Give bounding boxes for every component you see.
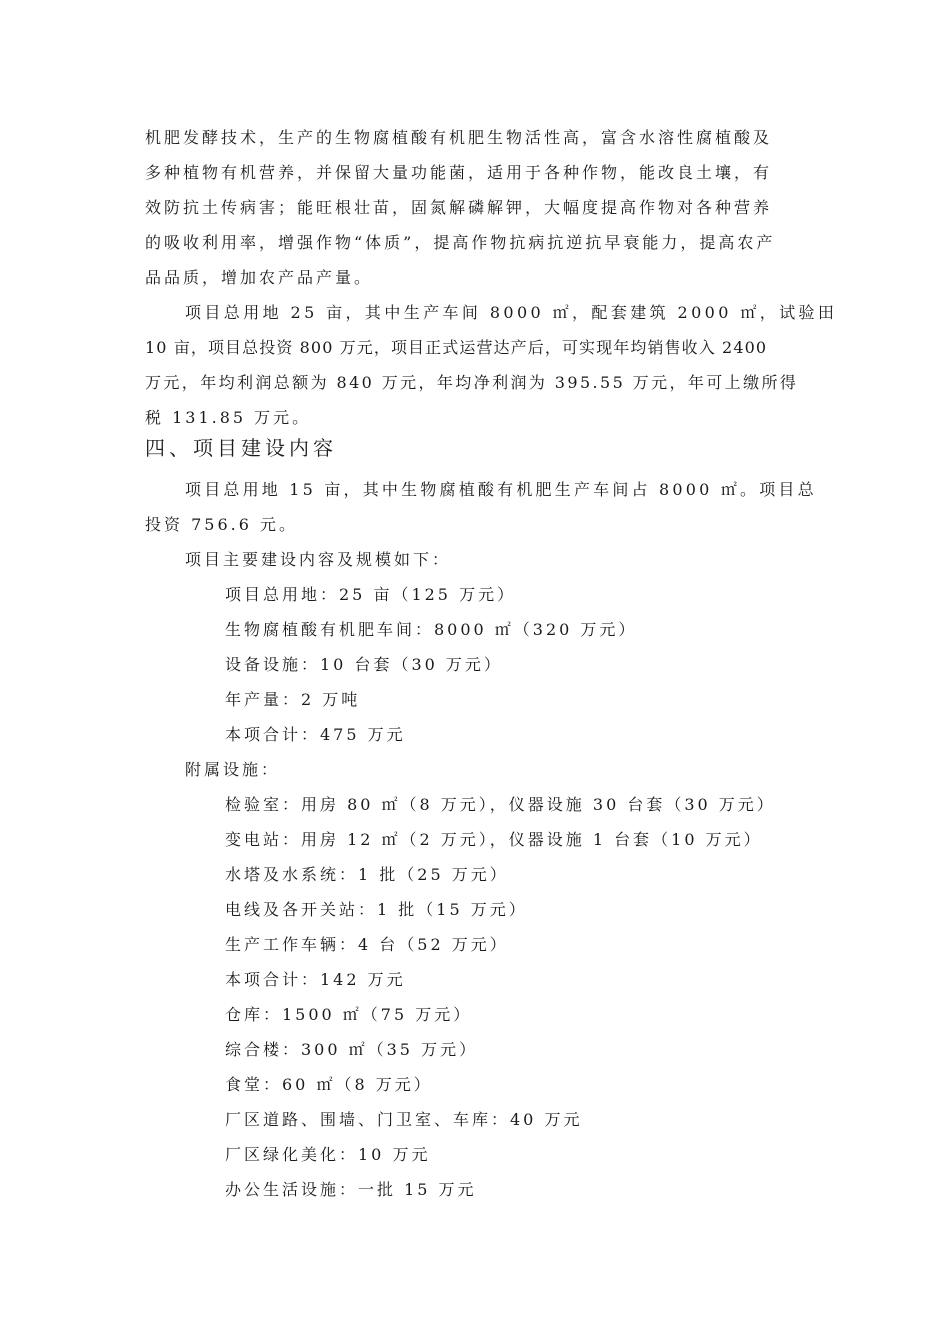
aux-item: 综合楼：300 ㎡（35 万元） [225, 1040, 479, 1059]
aux-item: 变电站：用房 12 ㎡（2 万元），仪器设施 1 台套（10 万元） [225, 830, 763, 849]
scale-intro: 项目主要建设内容及规模如下： [185, 550, 452, 569]
para2-line: 万元，年均利润总额为 840 万元，年均净利润为 395.55 万元，年可上缴所得 [145, 373, 799, 392]
para2-line: 项目总用地 25 亩，其中生产车间 8000 ㎡，配套建筑 2000 ㎡，试验田 [185, 303, 838, 322]
para1-line: 多种植物有机营养，并保留大量功能菌，适用于各种作物，能改良土壤，有 [145, 163, 773, 182]
aux-item: 电线及各开关站：1 批（15 万元） [225, 900, 528, 919]
main-item: 项目总用地：25 亩（125 万元） [225, 585, 517, 604]
aux-item: 水塔及水系统：1 批（25 万元） [225, 865, 509, 884]
aux-label: 附属设施： [185, 760, 281, 779]
aux-item: 仓库：1500 ㎡（75 万元） [225, 1005, 473, 1024]
para1-line: 机肥发酵技术，生产的生物腐植酸有机肥生物活性高，富含水溶性腐植酸及 [145, 128, 773, 147]
section-heading: 四、项目建设内容 [145, 436, 337, 460]
aux-item: 生产工作车辆：4 台（52 万元） [225, 935, 509, 954]
para1-line: 品品质，增加农产品产量。 [145, 268, 374, 287]
para2-line: 税 131.85 万元。 [145, 408, 312, 427]
para1-line: 的吸收利用率，增强作物“体质”，提高作物抗病抗逆抗早衰能力，提高农产 [145, 233, 776, 252]
main-item: 本项合计：475 万元 [225, 725, 406, 744]
aux-item: 厂区绿化美化：10 万元 [225, 1145, 431, 1164]
para2-line: 10 亩，项目总投资 800 万元，项目正式运营达产后，可实现年均销售收入 2400 [145, 338, 768, 357]
main-item: 生物腐植酸有机肥车间：8000 ㎡（320 万元） [225, 620, 638, 639]
main-item: 设备设施：10 台套（30 万元） [225, 655, 503, 674]
aux-item: 办公生活设施：一批 15 万元 [225, 1180, 477, 1199]
aux-item: 检验室：用房 80 ㎡（8 万元），仪器设施 30 台套（30 万元） [225, 795, 776, 814]
para3-line: 投资 756.6 元。 [145, 515, 298, 534]
aux-item: 食堂：60 ㎡（8 万元） [225, 1075, 433, 1094]
para3-line: 项目总用地 15 亩，其中生物腐植酸有机肥生产车间占 8000 ㎡。项目总 [185, 480, 817, 499]
aux-item: 本项合计：142 万元 [225, 970, 406, 989]
para1-line: 效防抗土传病害；能旺根壮苗，固氮解磷解钾，大幅度提高作物对各种营养 [145, 198, 773, 217]
main-item: 年产量：2 万吨 [225, 690, 361, 709]
aux-item: 厂区道路、围墙、门卫室、车库：40 万元 [225, 1110, 583, 1129]
